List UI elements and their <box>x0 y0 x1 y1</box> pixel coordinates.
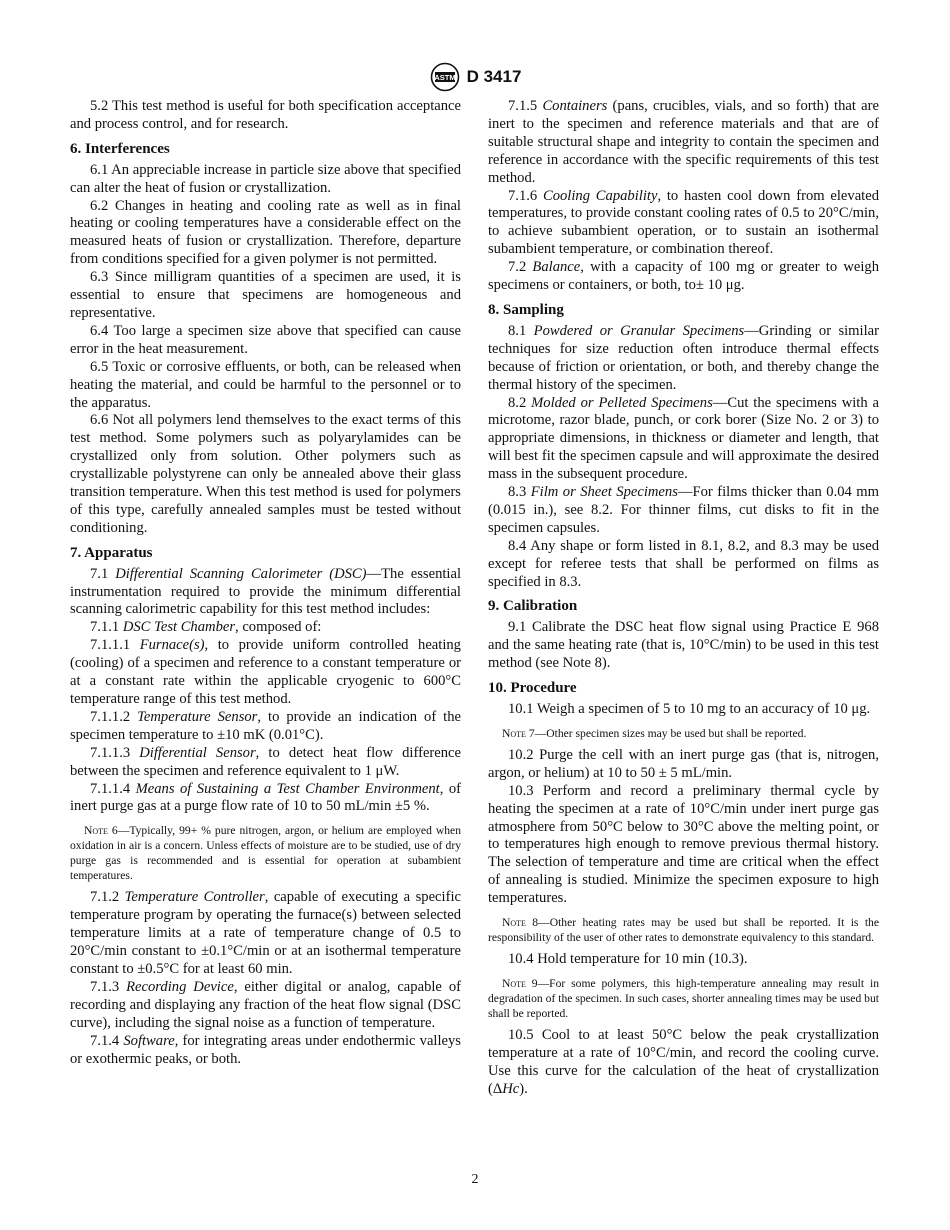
paragraph-6-5: 6.5 Toxic or corrosive effluents, or both, can be released when heating the material, and could be harmful to the personnel or to the apparatus. <box>70 358 461 411</box>
paragraph-5-2: 5.2 This test method is useful for both specification acceptance and process control, and for research. <box>70 98 461 132</box>
paragraph-6-3: 6.3 Since milligram quantities of a specimen are used, it is essential to ensure that specimens are homogeneous and representative. <box>70 269 461 321</box>
paragraph-7-1-2: 7.1.2 Temperature Controller, capable of executing a specific temperature program by operating the furnace(s) between selected temperature limits at a rate of temperature change of 0.5 to 20°C/min constant to ±0.1°C/min or at an isothermal temperature constant to ±0.5°C for at least 60 min. <box>70 889 461 977</box>
paragraph-7-2: 7.2 Balance, with a capacity of 100 mg or greater to weigh specimens or containers, or both, to± 10 μg. <box>488 259 879 294</box>
heading-apparatus: 7. Apparatus <box>70 544 153 561</box>
heading-procedure: 10. Procedure <box>488 680 577 697</box>
paragraph-7-1: 7.1 Differential Scanning Calorimeter (DSC)—The essential instrumentation required to provide the minimum differential scanning calorimetric capability for this test method includes: <box>70 565 462 618</box>
paragraph-7-1-1-4: 7.1.1.4 Means of Sustaining a Test Chamber Environment, of inert purge gas at a purge flow rate of 10 to 50 mL/min ±5 %. <box>70 780 461 815</box>
document-id: D 3417 <box>466 67 522 86</box>
left-column <box>70 98 461 1068</box>
paragraph-7-1-4: 7.1.4 Software, for integrating areas under endothermic valleys or exothermic peaks, or both. <box>70 1032 461 1067</box>
heading-interferences: 6. Interferences <box>70 140 170 157</box>
note-7: Note 7—Other specimen sizes may be used but shall be reported. <box>502 726 807 740</box>
paragraph-10-2: 10.2 Purge the cell with an inert purge gas (that is, nitrogen, argon, or helium) at 10 to 50 ± 5 mL/min. <box>488 746 879 781</box>
paragraph-10-5: 10.5 Cool to at least 50°C below the peak crystallization temperature at a rate of 10°C/min, and record the cooling curve. Use this curve for the calculation of the heat of crystallization (ΔHc). <box>488 1026 879 1097</box>
paragraph-10-4: 10.4 Hold temperature for 10 min (10.3). <box>508 951 748 968</box>
paragraph-10-1: 10.1 Weigh a specimen of 5 to 10 mg to an accuracy of 10 μg. <box>508 701 871 717</box>
paragraph-6-2: 6.2 Changes in heating and cooling rate as well as in final heating or cooling temperatures have a considerable effect on the measured heats of fusion or crystallization. Therefore, departure from conditions specified for a given polymer is not permitted. <box>70 197 461 268</box>
paragraph-8-3: 8.3 Film or Sheet Specimens—For films thicker than 0.04 mm (0.015 in.), see 8.2. For thinner films, cut disks to fit in the specimen capsules. <box>488 484 879 536</box>
note-9: Note 9—For some polymers, this high-temperature annealing may result in degradation of the specimen. In such cases, shorter annealing times may be used but shall be reported. <box>488 976 879 1020</box>
paragraph-7-1-1-3: 7.1.1.3 Differential Sensor, to detect heat flow difference between the specimen and reference equivalent to 1 μW. <box>70 744 462 779</box>
paragraph-7-1-3: 7.1.3 Recording Device, either digital or analog, capable of recording and displaying any fraction of the heat flow signal (DSC curve), including the signal noise as a function of temperature. <box>70 978 461 1031</box>
heading-sampling: 8. Sampling <box>488 301 564 318</box>
astm-logo-icon <box>429 62 461 92</box>
heading-calibration: 9. Calibration <box>488 598 578 615</box>
svg-text:ASTM: ASTM <box>433 73 456 82</box>
paragraph-7-1-5: 7.1.5 Containers (pans, crucibles, vials, and so forth) that are inert to the specimen and reference materials and that are of suitable structural shape and integrity to contain the specimen and reference in accordance with the specific requirements of this test method. <box>488 98 879 186</box>
paragraph-6-4: 6.4 Too large a specimen size above that specified can cause error in the heat measurement. <box>70 322 461 357</box>
right-column <box>488 98 879 1099</box>
paragraph-6-1: 6.1 An appreciable increase in particle size above that specified can alter the heat of fusion or crystallization. <box>70 161 461 196</box>
page-header <box>0 62 950 92</box>
paragraph-7-1-1-1: 7.1.1.1 Furnace(s), to provide uniform controlled heating (cooling) of a specimen and reference to a constant temperature or at a constant rate within the applicable cryogenic to 600°C temperature range of this test method. <box>70 637 461 707</box>
paragraph-7-1-1: 7.1.1 DSC Test Chamber, composed of: <box>90 619 322 636</box>
paragraph-7-1-6: 7.1.6 Cooling Capability, to hasten cool down from elevated temperatures, to provide constant cooling rates of 0.5 to 20°C/min, to achieve subambient operation, or to sustain an isothermal subambient temperature, or combination thereof. <box>488 187 880 258</box>
paragraph-7-1-1-2: 7.1.1.2 Temperature Sensor, to provide an indication of the specimen temperature to ±10 mK (0.01°C). <box>70 708 462 743</box>
paragraph-9-1: 9.1 Calibrate the DSC heat flow signal using Practice E 968 and the same heating rate (that is, 10°C/min) to be used in this test method (see Note 8). <box>488 619 879 672</box>
paragraph-10-3: 10.3 Perform and record a preliminary thermal cycle by heating the specimen at a rate of 10°C/min under inert purge gas atmosphere from 50°C below to 30°C above the melting point, or to temperatures high enough to remove previous thermal history. The selection of temperature and time are critical when the effect of annealing is studied. Minimize the specimen exposure to high temperatures. <box>488 782 879 907</box>
note-8: Note 8—Other heating rates may be used but shall be reported. It is the responsibility of the user of other rates to demonstrate equivalency to this standard. <box>488 916 879 945</box>
note-6: Note 6—Typically, 99+ % pure nitrogen, argon, or helium are employed when oxidation in air is a concern. Unless effects of moisture are to be studied, use of dry purge gas is recommended and is essential for operation at subambient temperatures. <box>70 824 461 883</box>
paragraph-8-1: 8.1 Powdered or Granular Specimens—Grinding or similar techniques for size reduction often introduce thermal effects because of friction or orientation, or both, and thereby change the thermal history of the specimen. <box>488 322 879 393</box>
paragraph-6-6: 6.6 Not all polymers lend themselves to the exact terms of this test method. Some polymers such as polyarylamides can be crystallized only from solution. Other polymers such as crystallizable polystyrene can only be annealed above their glass transition temperature. When this test method is used for polymers of this type, carefully annealed samples must be tested without conditioning. <box>70 412 461 536</box>
page-number: 2 <box>471 1172 479 1187</box>
paragraph-8-2: 8.2 Molded or Pelleted Specimens—Cut the specimens with a microtome, razor blade, punch, or cork borer (Size No. 2 or 3) to appropriate dimensions, in thickness or diameter and length, that will best fit the specimen capsule and will approximate the desired mass in the subsequent procedure. <box>488 394 879 483</box>
paragraph-8-4: 8.4 Any shape or form listed in 8.1, 8.2, and 8.3 may be used except for referee tests that shall be performed on films as specified in 8.3. <box>488 537 879 590</box>
